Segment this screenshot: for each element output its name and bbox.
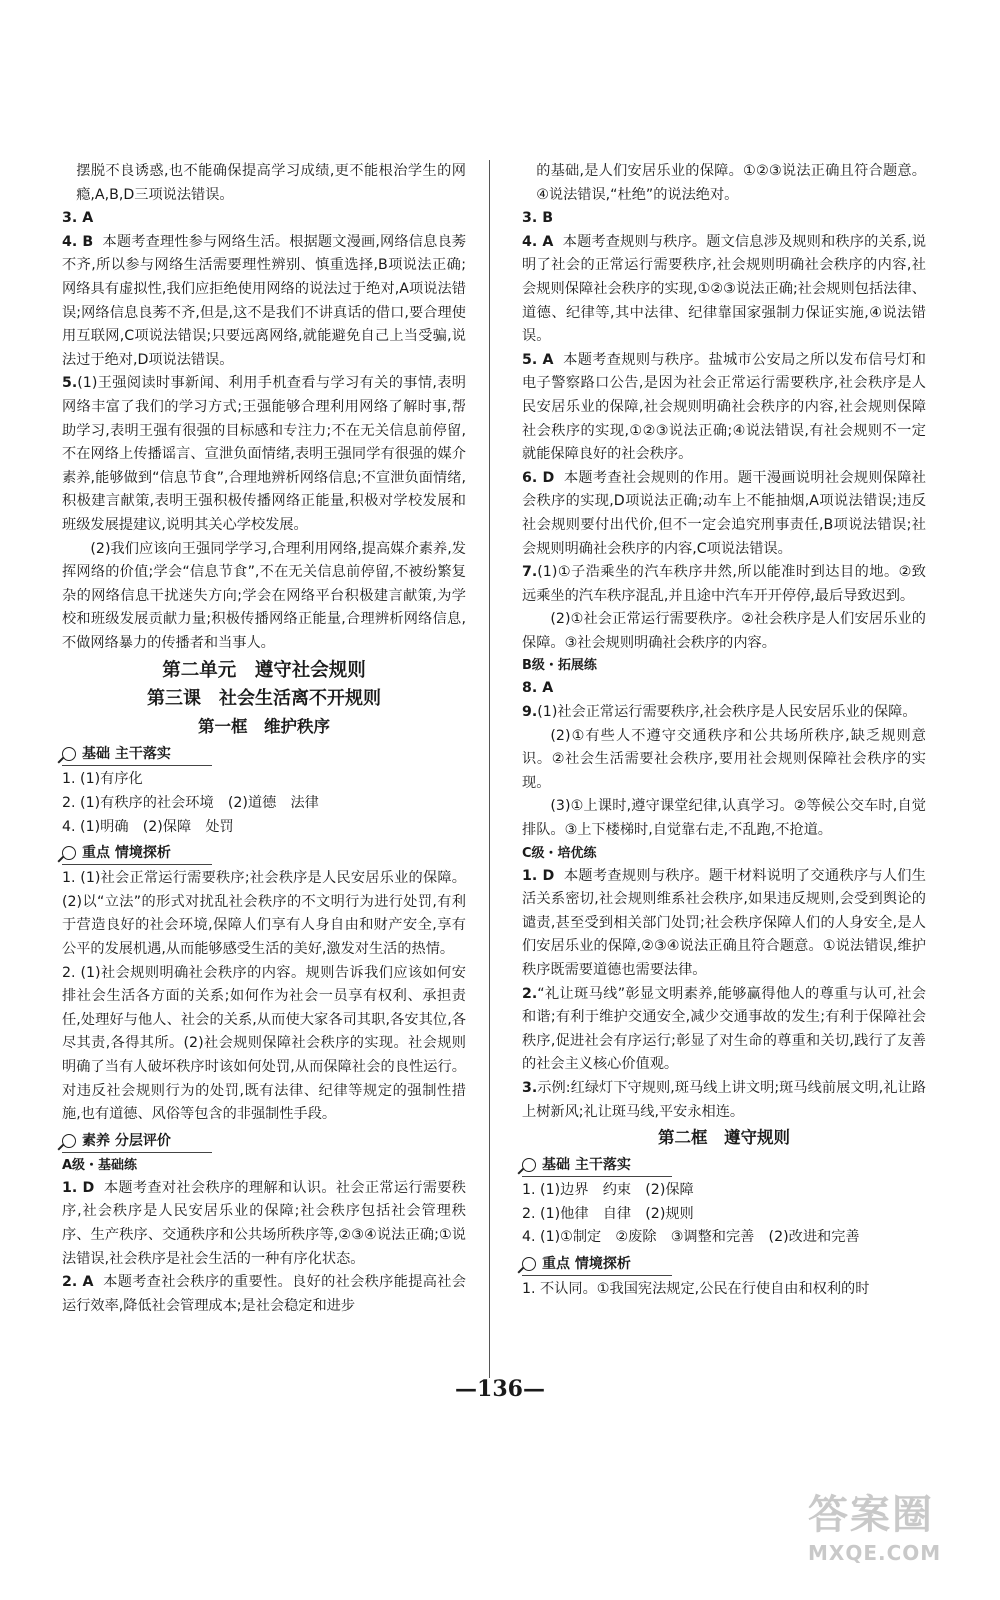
answer-item: 1. (1)边界 约束 (2)保障 [522, 1182, 694, 1199]
column-divider [489, 160, 490, 1378]
magnifier-icon [62, 1134, 76, 1148]
answer-item: 1. (1)社会正常运行需要秩序;社会秩序是人民安居乐业的保障。(2)以“立法”的形式对扰乱社会秩序的不文明行为进行处罚,有利于营造良好的社会环境,保障人们享有人身自由和财产安全,享有公平的发展机遇,从而能够感受生活的美好,激发对生活的热情。 [62, 870, 466, 958]
answer-item: 2. (1)他律 自律 (2)规则 [522, 1205, 694, 1222]
answer-item: 1. D 本题考查规则与秩序。题干材料说明了交通秩序与人们生活关系密切,社会规则维系社会秩序,如果违反规则,会受到舆论的谴责,甚至受到相关部门处罚;社会秩序保障人们的人身安全,是人们安居乐业的保障,②③④说法正确且符合题意。①说法错误,维护秩序既需要道德也需要法律。 [522, 867, 926, 978]
magnifier-icon [62, 846, 76, 860]
paragraph: (2)①有些人不遵守交通秩序和公共场所秩序,缺乏规则意识。②社会生活需要社会秩序,要用社会规则保障社会秩序的实现。 [522, 727, 926, 791]
section-tag: 基础 主干落实 [522, 1154, 926, 1176]
section-tag: 基础 主干落实 [62, 743, 466, 765]
answer-item: 5.(1)王强阅读时事新闻、利用手机查看与学习有关的事情,表明网络丰富了我们的学习方式;王强能够合理利用网络了解时事,帮助学习,表明王强有很强的目标感和专注力;不在无关信息前停留,不在网络上传播谣言、宣泄负面情绪,表明王强同学有很强的媒介素养,能够做到“信息节食”,合理地辨析网络信息;不宣泄负面情绪,积极建言献策,表明王强积极传播网络正能量,积极对学校发展和班级发展提建议,说明其关心学校发展。 [62, 375, 466, 533]
paragraph: (2)我们应该向王强同学学习,合理利用网络,提高媒介素养,发挥网络的价值;学会“信息节食”,不在无关信息前停留,不被纷繁复杂的网络信息干扰迷失方向;学会在网络平台积极建言献策,为学校和班级发展贡献力量;积极传播网络正能量,合理辨析网络信息,不做网络暴力的传播者和当事人。 [62, 540, 466, 651]
answer-item: 2. (1)社会规则明确社会秩序的内容。规则告诉我们应该如何安排社会生活各方面的关系;如何作为社会一员享有权利、承担责任,处理好与他人、社会的关系,从而使大家各司其职,各安其位,各尽其责,各得其所。(2)社会规则保障社会秩序的实现。社会规则明确了当有人破坏秩序时该如何处罚,从而保障社会的良性运行。对违反社会规则行为的处罚,既有法律、纪律等规定的强制性措施,也有道德、风俗等包含的非强制性手段。 [62, 964, 466, 1123]
magnifier-icon [522, 1257, 536, 1271]
answer-item: 3.示例:红绿灯下守规则,斑马线上讲文明;斑马线前展文明,礼让路上树新风;礼让斑马线,平安永相连。 [522, 1079, 926, 1120]
answer-item: 2.“礼让斑马线”彰显文明素养,能够赢得他人的尊重与认可,社会和谐;有利于维护交通安全,减少交通事故的发生;有利于保障社会秩序,促进社会有序运行;彰显了对生命的尊重和关切,践行了友善的社会主义核心价值观。 [522, 985, 926, 1073]
answer-item: 3. B [522, 210, 554, 227]
section-tag: 重点 情境探析 [62, 842, 466, 864]
page-number: —136— [455, 1376, 545, 1402]
section-title: 第二框 遵守规则 [658, 1128, 790, 1148]
paragraph: (2)①社会正常运行需要秩序。②社会秩序是人们安居乐业的保障。③社会规则明确社会秩序的内容。 [522, 611, 926, 651]
answer-item: 2. (1)有秩序的社会环境 (2)道德 法律 [62, 795, 319, 812]
answer-item: 7.(1)①子浩乘坐的汽车秩序井然,所以能准时到达目的地。②致远乘坐的汽车秩序混乱,并且途中汽车开开停停,最后导致迟到。 [522, 564, 926, 604]
answer-item: 5. A 本题考查规则与秩序。盐城市公安局之所以发布信号灯和电子警察路口公告,是因为社会正常运行需要秩序,社会秩序是人民安居乐业的保障,社会规则明确社会秩序的内容,社会规则保障社会秩序的实现,①②③说法正确;④说法错误,有社会规则不一定就能保障良好的社会秩序。 [522, 351, 926, 463]
magnifier-icon [62, 747, 76, 761]
watermark-url: MXQE.COM [808, 1541, 942, 1565]
answer-item: 4. (1)①制定 ②废除 ③调整和完善 (2)改进和完善 [522, 1229, 860, 1246]
watermark-text: 答案圈 [808, 1492, 934, 1538]
left-column [62, 160, 466, 1318]
answer-item: 9.(1)社会正常运行需要秩序,社会秩序是人民安居乐业的保障。 [522, 704, 917, 721]
section-title: 第一框 维护秩序 [198, 717, 330, 737]
unit-title: 第二单元 遵守社会规则 [162, 660, 366, 682]
watermark-logo [808, 1490, 978, 1590]
magnifier-icon [522, 1158, 536, 1172]
level-heading: C级・培优练 [522, 845, 597, 861]
answer-item: 4. (1)明确 (2)保障 处罚 [62, 818, 234, 835]
lesson-title: 第三课 社会生活离不开规则 [147, 688, 381, 710]
answer-item: 6. D 本题考查社会规则的作用。题干漫画说明社会规则保障社会秩序的实现,D项说法正确;动车上不能抽烟,A项说法错误;违反社会规则要付出代价,但不一定会追究刑事责任,B项说法错误;社会规则明确社会秩序的内容,C项说法错误。 [522, 469, 926, 557]
paragraph: (3)①上课时,遵守课堂纪律,认真学习。②等候公交车时,自觉排队。③上下楼梯时,自觉靠右走,不乱跑,不抢道。 [522, 798, 926, 839]
answer-item: 4. B 本题考查理性参与网络生活。根据题文漫画,网络信息良莠不齐,所以参与网络生活需要理性辨别、慎重选择,B项说法正确;网络具有虚拟性,我们应拒绝使用网络的说法过于绝对,A项说法错误;网络信息良莠不齐,但是,这不是我们不讲真话的借口,要合理使用互联网,C项说法错误;只要远离网络,就能避免自己上当受骗,说法过于绝对,D项说法错误。 [62, 233, 466, 368]
level-heading: A级・基础练 [62, 1157, 138, 1173]
paragraph: 的基础,是人们安居乐业的保障。①②③说法正确且符合题意。④说法错误,“杜绝”的说法绝对。 [536, 163, 926, 203]
level-heading: B级・拓展练 [522, 658, 597, 674]
answer-item: 3. A [62, 210, 94, 227]
answer-item: 4. A 本题考查规则与秩序。题文信息涉及规则和秩序的关系,说明了社会的正常运行需要秩序,社会规则明确社会秩序的内容,社会规则保障社会秩序的实现,①②③说法正确;社会规则包括法律、道德、纪律等,其中法律、纪律靠国家强制力保证实施,④说法错误。 [522, 233, 927, 345]
answer-item: 1. D 本题考查对社会秩序的理解和认识。社会正常运行需要秩序,社会秩序是人民安居乐业的保障;社会秩序包括社会管理秩序、生产秩序、交通秩序和公共场所秩序等,②③④说法正确;①说法错误,社会秩序是社会生活的一种有序化状态。 [62, 1179, 466, 1267]
answer-item: 1. 不认同。①我国宪法规定,公民在行使自由和权利的时 [522, 1280, 870, 1297]
section-tag: 重点 情境探析 [522, 1253, 926, 1275]
answer-item: 1. (1)有序化 [62, 771, 143, 788]
paragraph: 摆脱不良诱惑,也不能确保提高学习成绩,更不能根治学生的网瘾,A,B,D三项说法错误。 [76, 163, 466, 203]
answer-item: 2. A 本题考查社会秩序的重要性。良好的社会秩序能提高社会运行效率,降低社会管理成本;是社会稳定和进步 [62, 1274, 466, 1314]
right-column [522, 160, 926, 1302]
section-tag: 素养 分层评价 [62, 1130, 466, 1152]
answer-item: 8. A [522, 680, 554, 697]
